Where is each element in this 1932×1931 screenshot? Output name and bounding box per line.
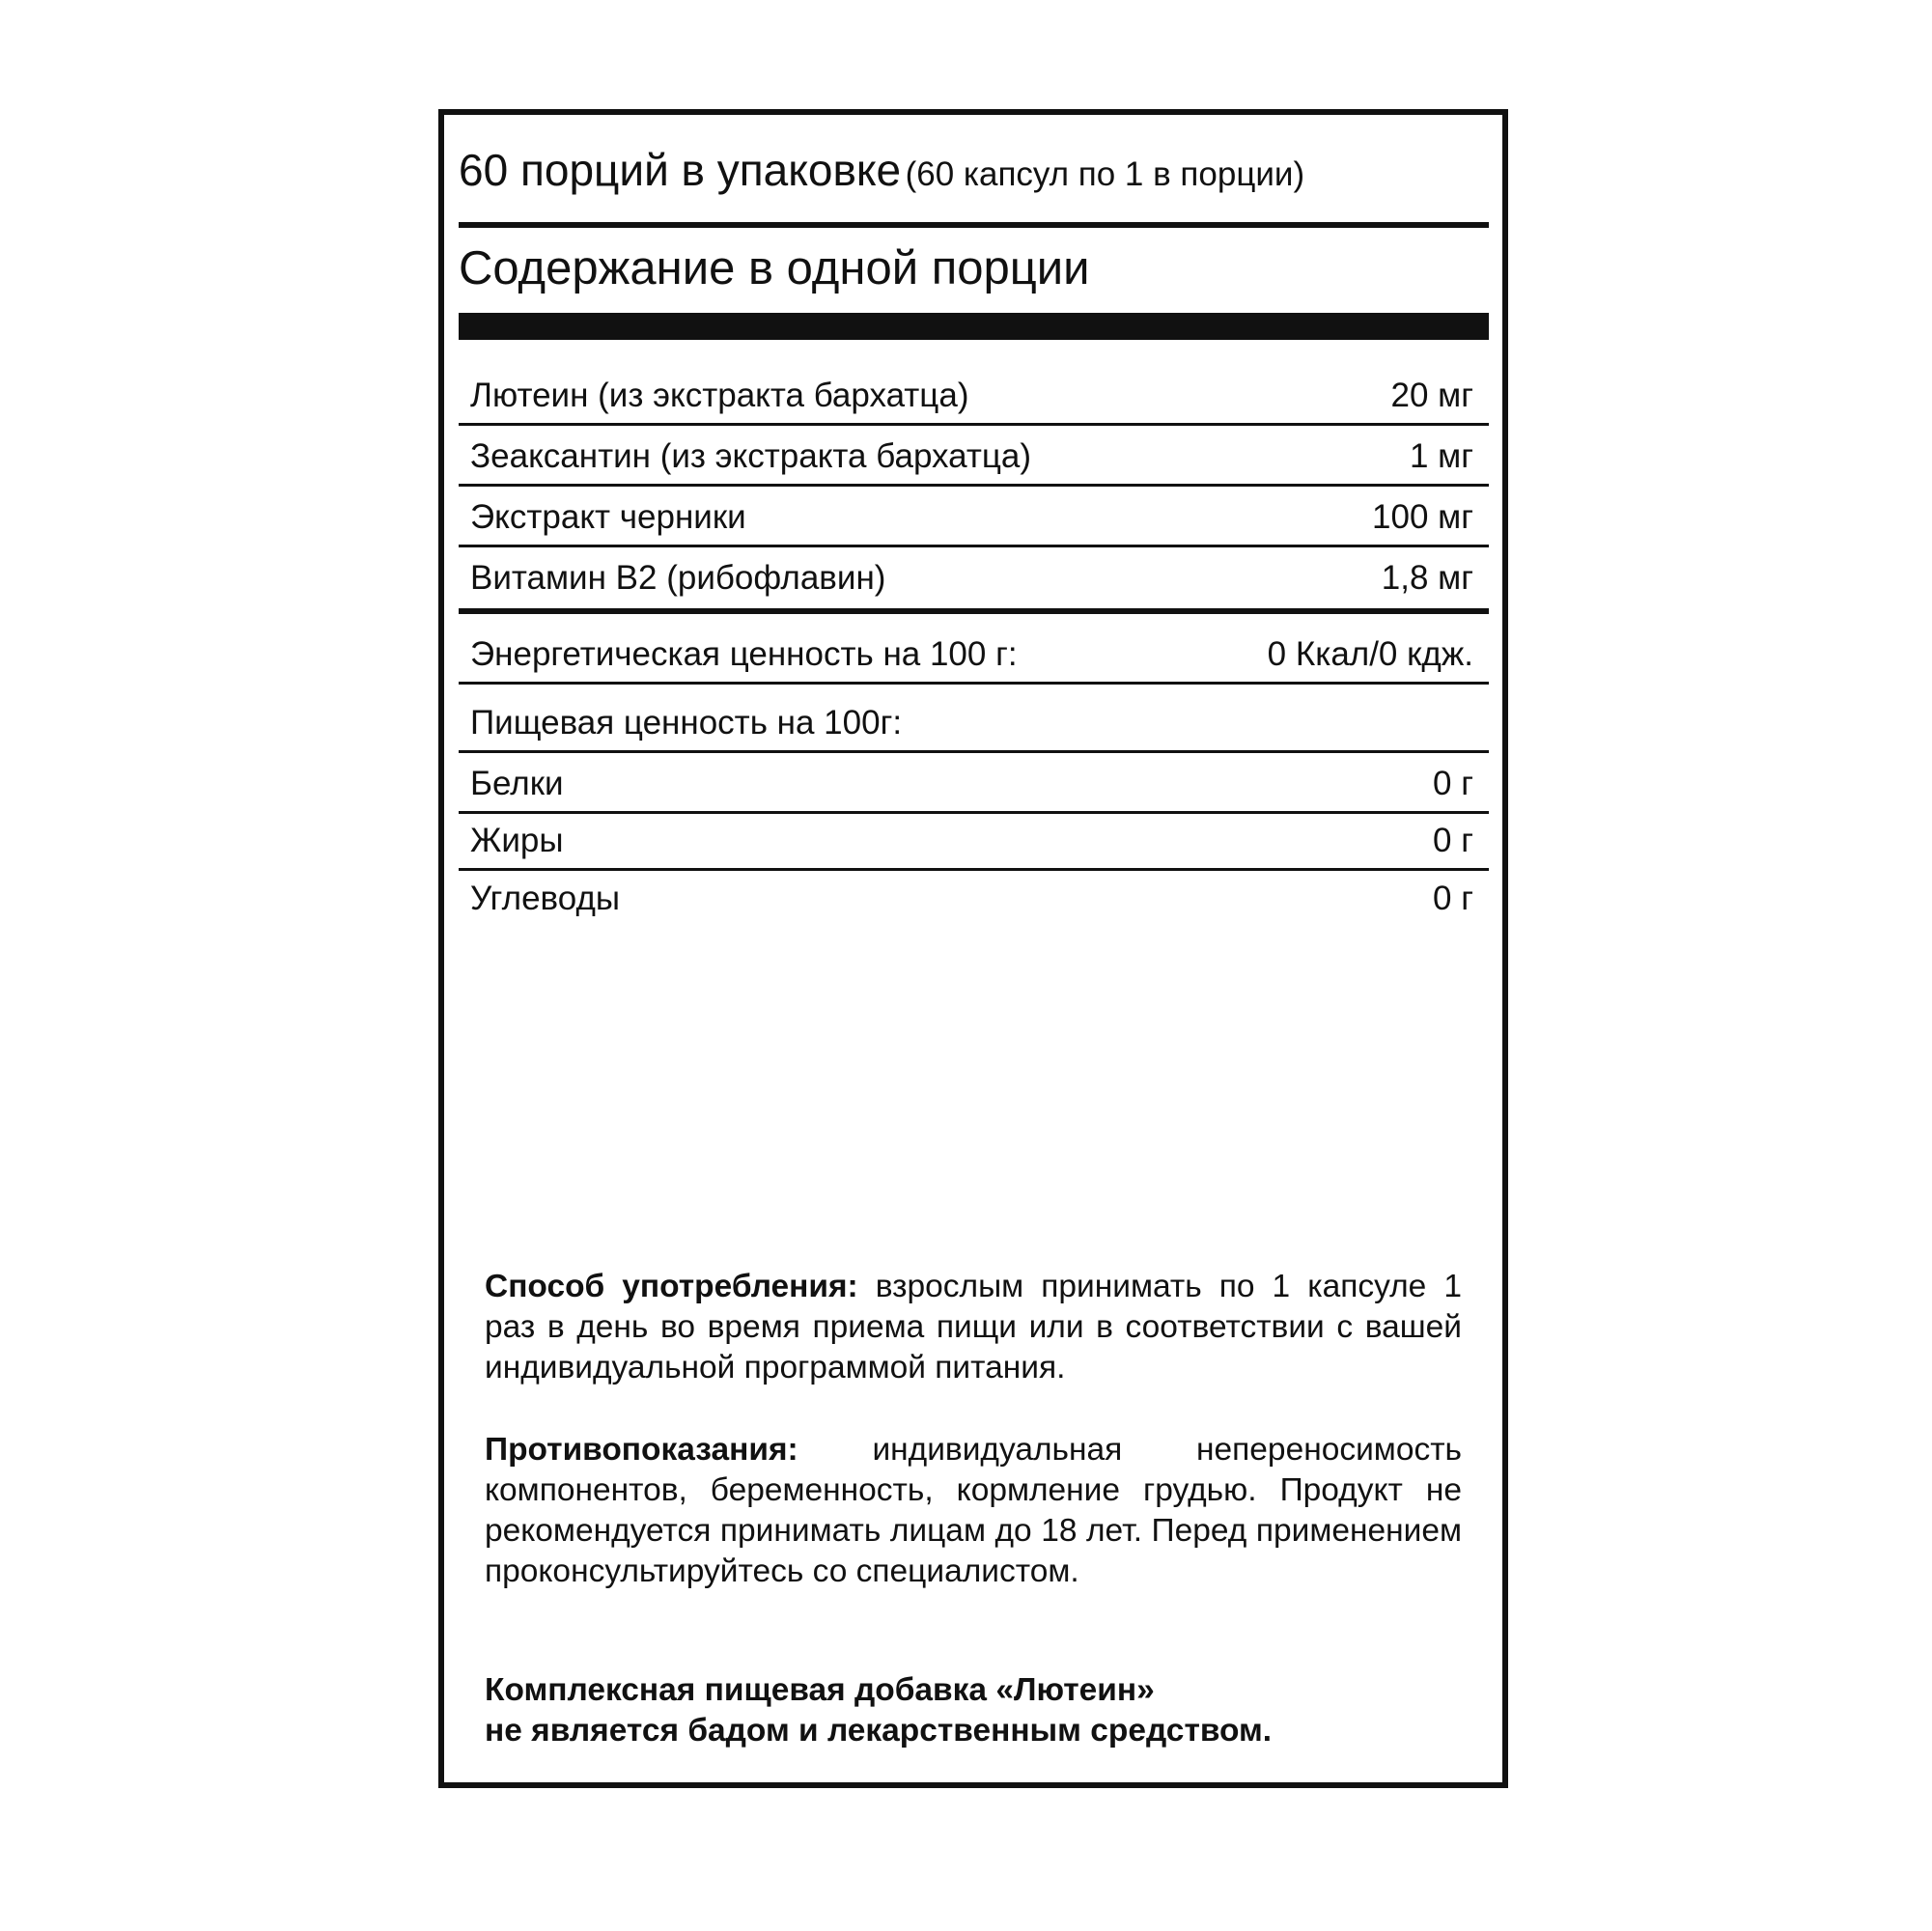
nutrient-name: Белки	[470, 765, 564, 802]
servings-main: 60 порций в упаковке	[459, 145, 902, 195]
disclaimer-line-2: не является бадом и лекарственным средством.	[485, 1713, 1273, 1749]
ingredient-amount: 1,8 мг	[1381, 559, 1473, 597]
usage-text: взрослым принимать по 1 капсуле 1 раз в день во время приема пищи или в соответствии с вашей индивидуальной программой питания.	[485, 1269, 1462, 1385]
ingredient-name: Витамин В2 (рибофлавин)	[470, 559, 886, 597]
contraindications-text: индивидуальная непереносимость компонентов, беременность, кормление грудью. Продукт не рекомендуется принимать лицам до 18 лет. Перед применением проконсультируйтесь со специалистом.	[485, 1432, 1462, 1589]
energy-value: 0 Ккал/0 кдж.	[1267, 635, 1473, 673]
nutrient-amount: 0 г	[1433, 765, 1473, 802]
divider-thick	[459, 222, 1489, 228]
contraindications-paragraph	[485, 1430, 1462, 1592]
nutrient-name: Жиры	[470, 822, 564, 859]
ingredient-amount: 1 мг	[1409, 437, 1473, 475]
servings-per-container	[459, 144, 1304, 196]
per-serving-title: Содержание в одной порции	[459, 242, 1090, 294]
ingredient-name: Зеаксантин (из экстракта бархатца)	[470, 437, 1032, 475]
ingredient-amount: 100 мг	[1372, 498, 1473, 536]
divider-medium	[459, 608, 1489, 614]
nutrition-row	[459, 810, 1489, 871]
ingredient-row	[459, 487, 1489, 547]
ingredient-name: Лютеин (из экстракта бархатца)	[470, 377, 969, 414]
ingredient-row	[459, 547, 1489, 605]
usage-paragraph	[485, 1267, 1462, 1388]
ingredient-name: Экстракт черники	[470, 498, 746, 536]
energy-row	[459, 624, 1489, 685]
disclaimer	[485, 1670, 1462, 1751]
ingredient-amount: 20 мг	[1390, 377, 1473, 414]
disclaimer-line-1: Комплексная пищевая добавка «Лютеин»	[485, 1672, 1155, 1708]
contraindications-label: Противопоказания:	[485, 1432, 798, 1468]
energy-label: Энергетическая ценность на 100 г:	[470, 635, 1018, 673]
nutrition-title: Пищевая ценность на 100г:	[470, 704, 903, 742]
ingredient-row	[459, 426, 1489, 487]
nutrient-amount: 0 г	[1433, 880, 1473, 917]
nutrition-title-row	[459, 692, 1489, 753]
supplement-facts-panel	[438, 109, 1508, 1788]
ingredient-row	[459, 365, 1489, 426]
nutrition-row	[459, 753, 1489, 814]
usage-label: Способ употребления:	[485, 1269, 858, 1304]
nutrition-row	[459, 868, 1489, 926]
divider-bar	[459, 313, 1489, 340]
nutrient-name: Углеводы	[470, 880, 621, 917]
nutrient-amount: 0 г	[1433, 822, 1473, 859]
servings-note: (60 капсул по 1 в порции)	[905, 155, 1305, 193]
